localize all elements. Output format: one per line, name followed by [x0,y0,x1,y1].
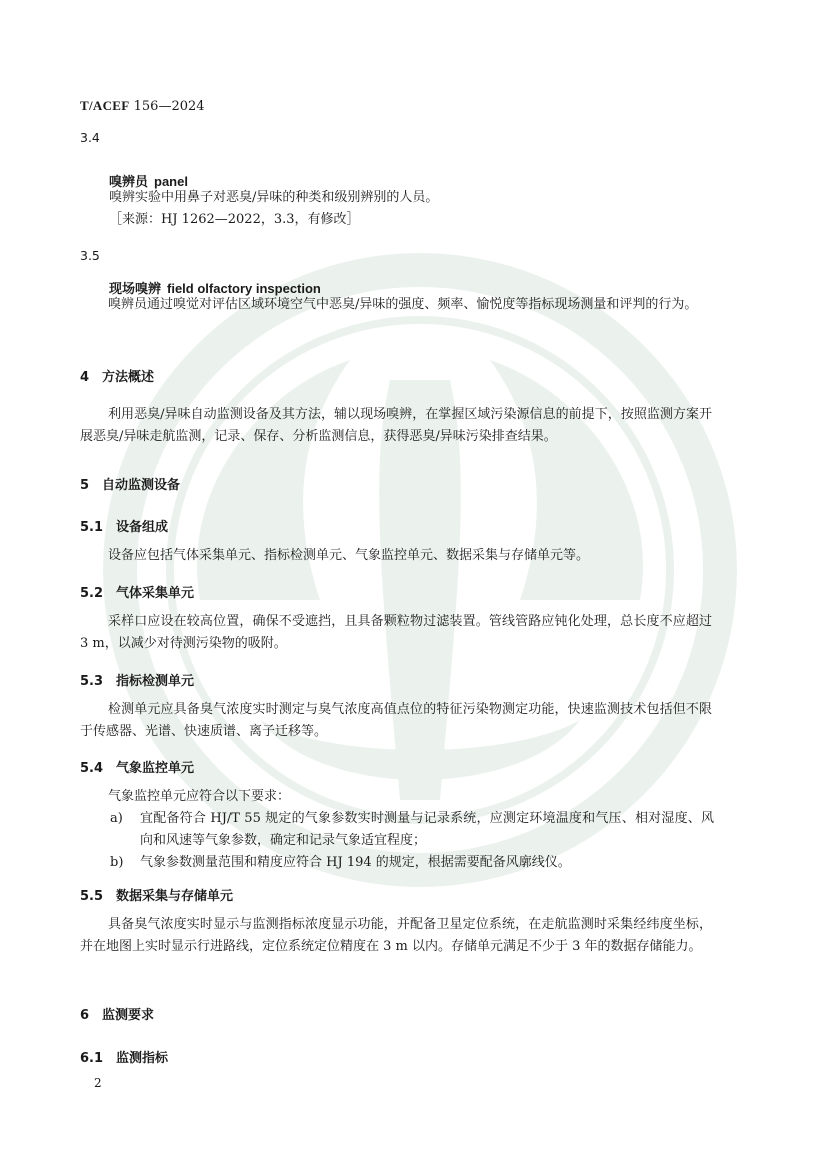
list-item-text: 气象参数测量范围和精度应符合 HJ 194 的规定，根据需要配备风廓线仪。 [140,855,571,870]
term-zh: 现场嗅辨 [109,282,162,297]
list-item-label: b) [110,855,124,870]
heading-5-3: 5.3 指标检测单元 [80,674,195,689]
term-en: field olfactory inspection [167,281,321,296]
list-item-b [110,852,714,874]
heading-5-5: 5.5 数据采集与存储单元 [80,889,234,904]
list-item-label: a) [110,811,123,826]
standard-number: 156—2024 [133,99,205,114]
heading-5: 5 自动监测设备 [80,478,181,493]
paragraph-5-4-intro: 气象监控单元应符合以下要求： [108,789,291,804]
term-zh: 嗅辨员 [109,175,149,190]
list-item-a [110,808,714,852]
paragraph-4: 利用恶臭/异味自动监测设备及其方法，辅以现场嗅辨，在掌握区域污染源信息的前提下，按照监测方案开展恶臭/异味走航监测，记录、保存、分析监测信息，获得恶臭/异味污染排查结果。 [80,407,712,444]
term-definition: 嗅辨实验中用鼻子对恶臭/异味的种类和级别辨别的人员。 [109,190,439,205]
heading-4: 4 方法概述 [80,370,155,385]
heading-5-1: 5.1 设备组成 [80,520,169,535]
heading-5-2: 5.2 气体采集单元 [80,586,195,601]
paragraph-5-5: 具备臭气浓度实时显示与监测指标浓度显示功能，并配备卫星定位系统，在走航监测时采集经纬度坐标，并在地图上实时显示行进路线，定位系统定位精度在 3 m 以内。存储单元满足不少于 3 年的数据存储能力。 [80,917,712,954]
heading-6: 6 监测要求 [80,1008,155,1023]
paragraph-5-1: 设备应包括气体采集单元、指标检测单元、气象监控单元、数据采集与存储单元等。 [108,548,590,563]
term-en: panel [154,174,188,189]
page-number: 2 [94,1076,102,1090]
paragraph-5-2: 采样口应设在较高位置，确保不受遮挡，且具备颗粒物过滤装置。管线管路应钝化处理，总长度不应超过 3 m，以减少对待测污染物的吸附。 [80,614,712,651]
term-definition: 嗅辨员通过嗅觉对评估区域环境空气中恶臭/异味的强度、频率、愉悦度等指标现场测量和评判的行为。 [108,297,698,312]
standard-code-header [80,98,205,114]
standard-code: T/ACEF [80,98,130,113]
term-source: ［来源：HJ 1262—2022，3.3，有修改］ [109,212,360,227]
paragraph-5-3: 检测单元应具备臭气浓度实时测定与臭气浓度高值点位的特征污染物测定功能，快速监测技术包括但不限于传感器、光谱、快速质谱、离子迁移等。 [80,702,712,739]
list-item-text: 宜配备符合 HJ/T 55 规定的气象参数实时测量与记录系统，应测定环境温度和气压、相对湿度、风向和风速等气象参数，确定和记录气象适宜程度； [140,811,714,848]
heading-6-1: 6.1 监测指标 [80,1051,169,1066]
heading-5-4: 5.4 气象监控单元 [80,761,195,776]
clause-number-3-5: 3.5 [80,248,100,263]
clause-number-3-4: 3.4 [80,130,100,145]
